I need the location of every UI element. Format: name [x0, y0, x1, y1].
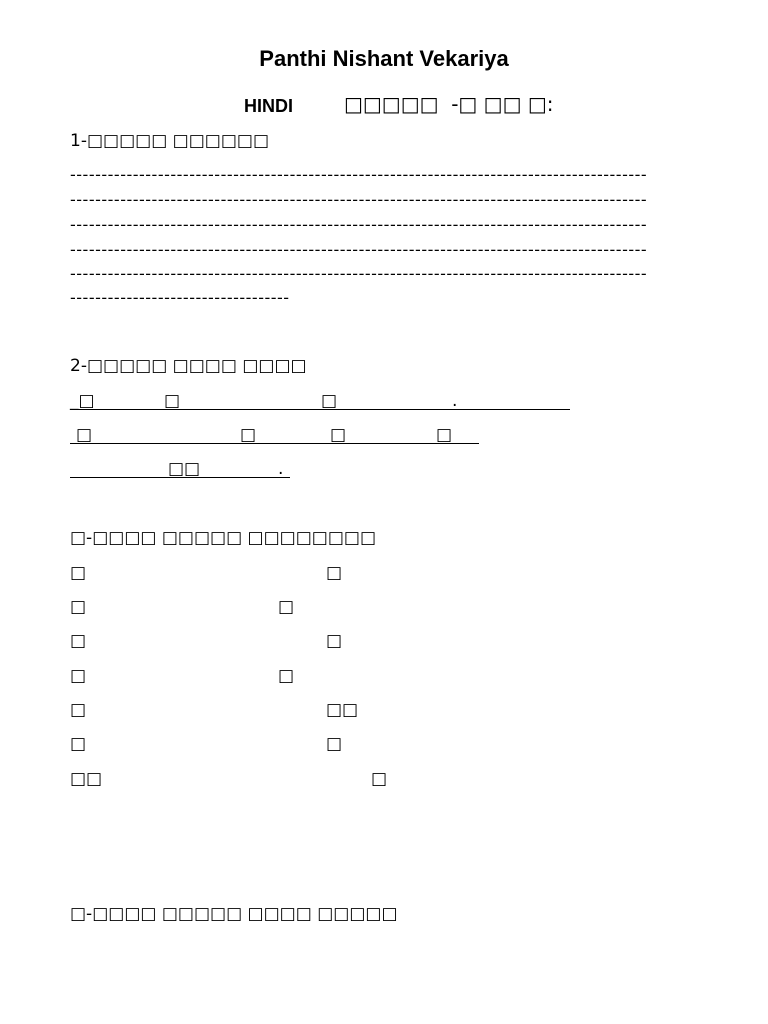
blank-word: □	[164, 391, 181, 411]
blank-word: □	[436, 425, 453, 445]
answer-dashed-line: --------------------------------------------------------------------------------------------	[70, 167, 648, 183]
pair-right-word: □	[326, 563, 343, 583]
question-3-heading: □-□□□□ □□□□□ □□□□□□□□	[70, 528, 377, 548]
fill-blank-line	[70, 409, 570, 410]
pair-left-word: □	[70, 631, 87, 651]
pair-right-word: □	[371, 769, 388, 789]
blank-word: .	[452, 391, 458, 411]
subject-heading: □□□□□ -□ □□ □:	[344, 92, 554, 116]
pair-right-word: □	[278, 597, 295, 617]
pair-left-word: □	[70, 700, 87, 720]
blank-word: □	[330, 425, 347, 445]
pair-left-word: □	[70, 597, 87, 617]
blank-word: .	[278, 459, 284, 479]
blank-word: □	[240, 425, 257, 445]
pair-left-word: □	[70, 563, 87, 583]
blank-word: _□	[70, 391, 95, 411]
answer-dashed-line: --------------------------------------------------------------------------------------------	[70, 242, 648, 258]
blank-word: □□	[168, 459, 201, 479]
answer-dashed-line: -----------------------------------	[70, 290, 290, 306]
answer-dashed-line: --------------------------------------------------------------------------------------------	[70, 192, 648, 208]
question-4-heading: □-□□□□ □□□□□ □□□□ □□□□□	[70, 904, 398, 924]
answer-dashed-line: --------------------------------------------------------------------------------------------	[70, 217, 648, 233]
student-name-title: Panthi Nishant Vekariya	[259, 46, 509, 71]
pair-right-word: □□	[326, 700, 359, 720]
pair-left-word: □	[70, 666, 87, 686]
fill-blank-line	[70, 443, 479, 444]
question-2-heading: 2-□□□□□ □□□□ □□□□	[70, 356, 307, 376]
question-1-heading: 1-□□□□□ □□□□□□	[70, 131, 270, 151]
pair-left-word: □	[70, 734, 87, 754]
pair-right-word: □	[278, 666, 295, 686]
blank-word: □	[321, 391, 338, 411]
pair-right-word: □	[326, 734, 343, 754]
subject-label: HINDI	[244, 96, 293, 116]
pair-right-word: □	[326, 631, 343, 651]
pair-left-word: □□	[70, 769, 103, 789]
answer-dashed-line: --------------------------------------------------------------------------------------------	[70, 266, 648, 282]
blank-word: □	[76, 425, 93, 445]
